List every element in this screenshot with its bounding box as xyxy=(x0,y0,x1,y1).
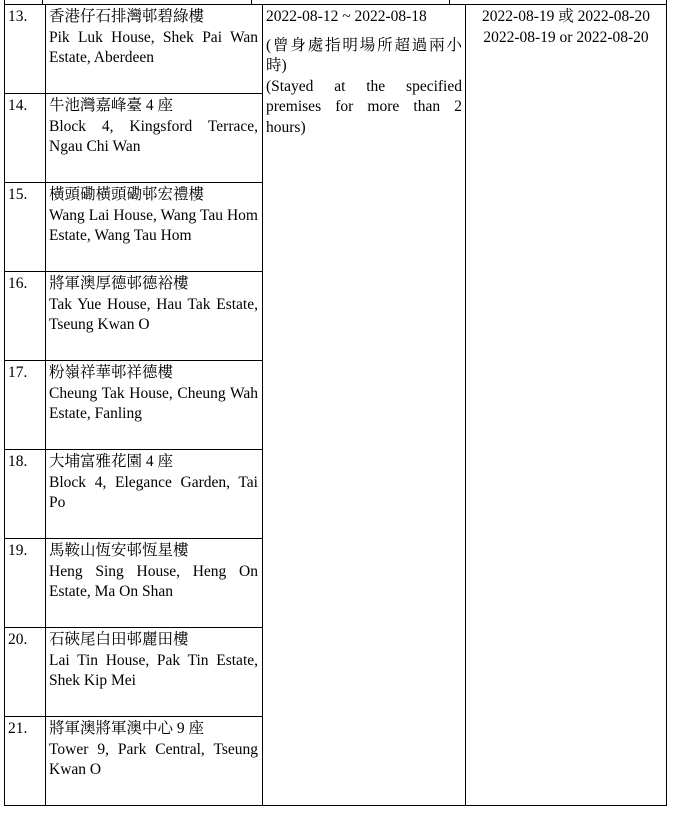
premises-name-zh: 石硤尾白田邨麗田樓 xyxy=(49,631,189,648)
row-number: 19. xyxy=(5,539,46,628)
row-number: 13. xyxy=(5,5,46,94)
premises-name-en: Wang Lai House, Wang Tau Hom Estate, Wang Tau Hom xyxy=(49,206,258,244)
row-number: 20. xyxy=(5,628,46,717)
premises-cell xyxy=(46,717,263,806)
premises-name-zh: 將軍澳將軍澳中心 9 座 xyxy=(49,720,205,737)
premises-name-en: Lai Tin House, Pak Tin Estate, Shek Kip Mei xyxy=(49,651,258,689)
visit-note-en: (Stayed at the specified premises for more than 2 hours) xyxy=(266,77,462,136)
premises-name-zh: 將軍澳厚德邨德裕樓 xyxy=(49,275,189,292)
row-number: 17. xyxy=(5,361,46,450)
premises-cell xyxy=(46,272,263,361)
row-number: 14. xyxy=(5,94,46,183)
premises-cell xyxy=(46,94,263,183)
premises-name-en: Block 4, Kingsford Terrace, Ngau Chi Wan xyxy=(49,117,258,155)
premises-name-zh: 橫頭磡橫頭磡邨宏禮樓 xyxy=(49,186,205,203)
premises-cell xyxy=(46,5,263,94)
testing-date-cell xyxy=(466,5,667,806)
premises-name-zh: 粉嶺祥華邨祥德樓 xyxy=(49,364,174,381)
visit-date-cell xyxy=(263,5,466,806)
premises-cell xyxy=(46,628,263,717)
testing-dates-en: 2022-08-19 or 2022-08-20 xyxy=(483,28,649,46)
premises-name-en: Tak Yue House, Hau Tak Estate, Tseung Kwan O xyxy=(49,295,258,333)
premises-name-en: Block 4, Elegance Garden, Tai Po xyxy=(49,473,258,511)
premises-cell xyxy=(46,539,263,628)
visit-date-range: 2022-08-12 ~ 2022-08-18 xyxy=(266,8,427,25)
visit-note-zh: (曾身處指明場所超過兩小時) xyxy=(266,36,462,74)
premises-cell xyxy=(46,361,263,450)
premises-name-zh: 牛池灣嘉峰臺 4 座 xyxy=(49,97,174,114)
row-number: 16. xyxy=(5,272,46,361)
premises-name-zh: 馬鞍山恆安邨恆星樓 xyxy=(49,542,189,559)
row-number: 18. xyxy=(5,450,46,539)
testing-dates-zh: 2022-08-19 或 2022-08-20 xyxy=(482,8,650,25)
premises-cell xyxy=(46,450,263,539)
row-number: 15. xyxy=(5,183,46,272)
premises-name-en: Cheung Tak House, Cheung Wah Estate, Fanling xyxy=(49,384,258,422)
premises-name-en: Heng Sing House, Heng On Estate, Ma On Shan xyxy=(49,562,258,600)
premises-cell xyxy=(46,183,263,272)
premises-name-zh: 大埔富雅花園 4 座 xyxy=(49,453,174,470)
premises-name-en: Pik Luk House, Shek Pai Wan Estate, Aberdeen xyxy=(49,28,258,66)
premises-name-zh: 香港仔石排灣邨碧綠樓 xyxy=(49,8,205,25)
premises-name-en: Tower 9, Park Central, Tseung Kwan O xyxy=(49,740,258,778)
table-row xyxy=(5,5,667,94)
specified-premises-table xyxy=(4,4,667,806)
row-number: 21. xyxy=(5,717,46,806)
